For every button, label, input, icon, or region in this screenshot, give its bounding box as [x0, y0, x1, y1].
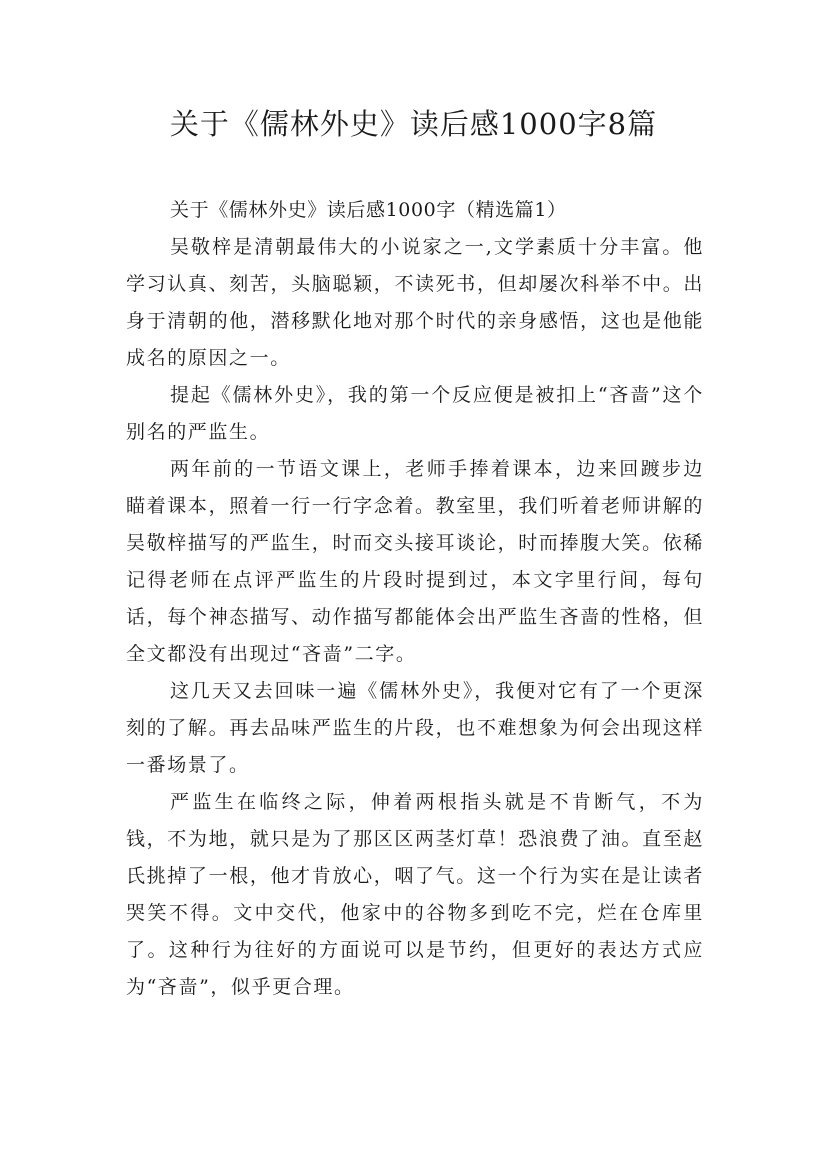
document-body: [126, 192, 704, 1006]
paragraph: 严监生在临终之际，伸着两根指头就是不肯断气，不为钱，不为地，就只是为了那区区两茎灯草！恐浪费了油。直至赵氏挑掉了一根，他才肯放心，咽了气。这一个行为实在是让读者哭笑不得。文中交代，他家中的谷物多到吃不完，烂在仓库里了。这种行为往好的方面说可以是节约，但更好的表达方式应为“吝啬”，似乎更合理。: [126, 791, 704, 998]
paragraph: 吴敬梓是清朝最伟大的小说家之一,文学素质十分丰富。他学习认真、刻苦，头脑聪颖，不读死书，但却屡次科举不中。出身于清朝的他，潜移默化地对那个时代的亲身感悟，这也是他能成名的原因之一。: [126, 236, 704, 369]
paragraph: 两年前的一节语文课上，老师手捧着课本，边来回踱步边瞄着课本，照着一行一行字念着。教室里，我们听着老师讲解的吴敬梓描写的严监生，时而交头接耳谈论，时而捧腹大笑。依稀记得老师在点评严监生的片段时提到过，本文字里行间，每句话，每个神态描写、动作描写都能体会出严监生吝啬的性格，但全文都没有出现过“吝啬”二字。: [126, 458, 704, 665]
paragraph: 提起《儒林外史》，我的第一个反应便是被扣上“吝啬”这个别名的严监生。: [126, 384, 704, 443]
section-heading: 关于《儒林外史》读后感1000字（精选篇1）: [170, 199, 567, 221]
document-title: 关于《儒林外史》读后感1000字8篇: [169, 107, 658, 141]
paragraph: 这几天又去回味一遍《儒林外史》，我便对它有了一个更深刻的了解。再去品味严监生的片段，也不难想象为何会出现这样一番场景了。: [126, 680, 704, 776]
